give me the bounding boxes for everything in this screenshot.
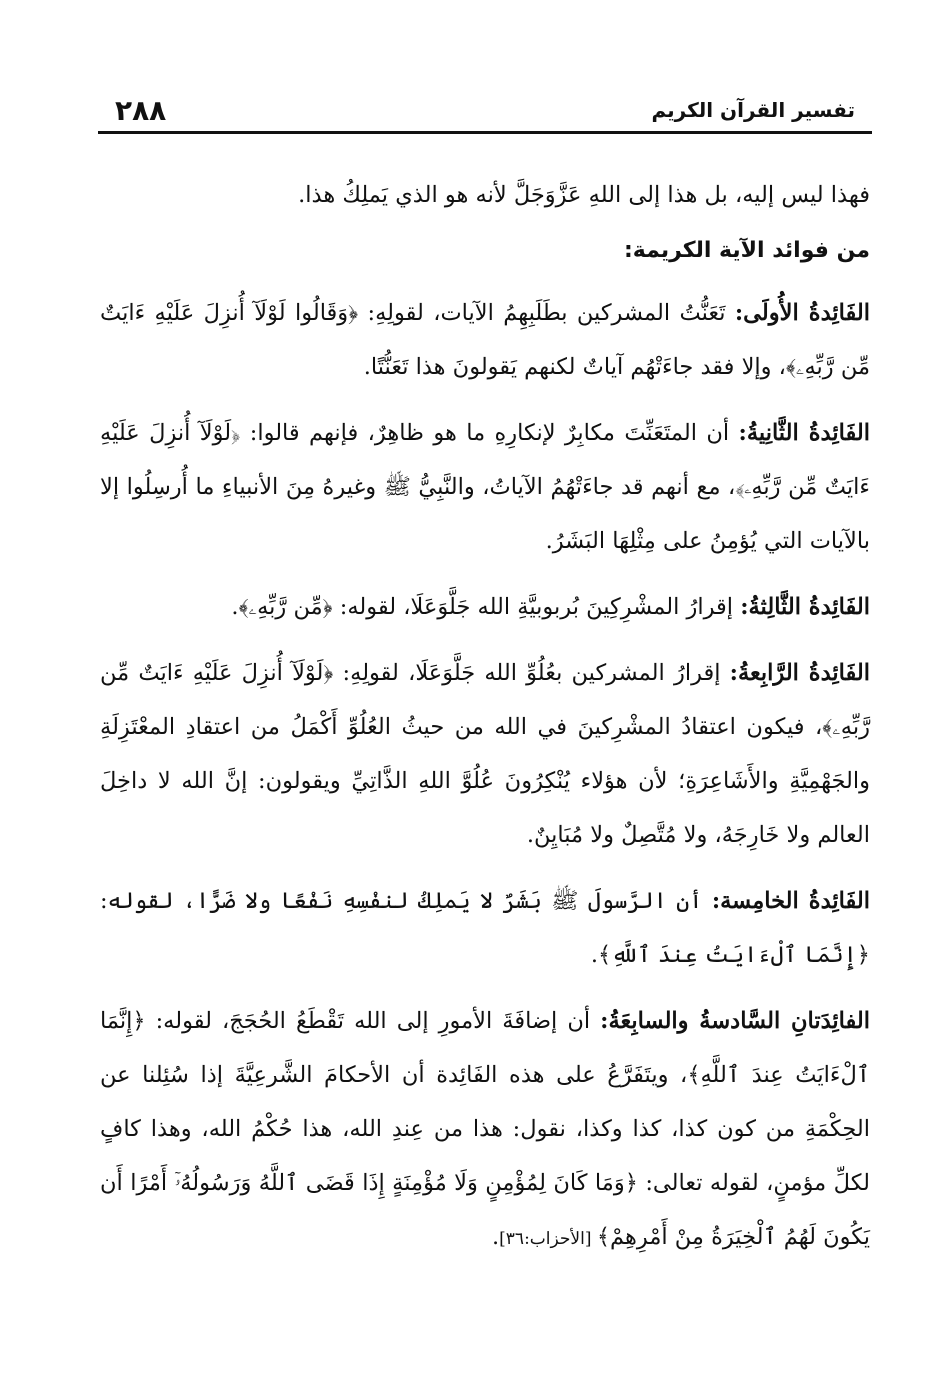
point-6-text-a: أن إضافَةَ الأمورِ إلى الله تَقْطَعُ الحُجَجَ، لقوله: [145, 1008, 601, 1034]
point-4-lead: الفَائِدةُ الرَّابِعةُ: [729, 660, 870, 686]
point-6-reference: [الأحزاب:٣٦] [499, 1229, 597, 1249]
point-6-text-b: ، ويتَفَرَّعُ على هذه الفَائِدة أن الأحكامَ الشَّرعِيَّةَ إذا سُئِلنا عن الحِكْمَةِ من كون كذا، كذا وكذا، نقول: هذا من عِندِ الله، هذا حُكْمُ الله، وهذا كافٍ لكلِّ مؤمنٍ، لقوله تعالى: [100, 1062, 870, 1196]
header-rule [98, 131, 872, 134]
point-4-text-a: إقرارُ المشركين بعُلُوِّ الله جَلَّوَعَلَا، لقولِهِ: [333, 660, 730, 686]
point-6-paragraph [100, 994, 870, 1266]
point-1-quran: ﴿وَقَالُوا لَوْلَآ أُنزِلَ عَلَيْهِ ءَايَتٌ مِّن رَّبِّهِۦ﴾ [100, 300, 870, 380]
point-6-quran: ﴿إِنَّمَا ٱلْءَايَتُ عِندَ ٱللَّهِ﴾ [100, 1008, 870, 1088]
point-6-quran-2: ﴿وَمَا كَانَ لِمُؤْمِنٍ وَلَا مُؤْمِنَةٍ إِذَا قَضَى ٱللَّهُ وَرَسُولُهُۥٓ أَمْرًا أَن يَكُونَ لَهُمُ ٱلْخِيَرَةُ مِنْ أَمْرِهِمْ﴾ [100, 1170, 870, 1250]
point-1-lead: الفَائِدةُ الأُولَى: [734, 300, 870, 326]
page-header [100, 92, 870, 132]
point-5-lead: الفَائِدةُ الخامِسة: [711, 888, 870, 914]
point-4-text-b: ، فيكون اعتقادُ المشْرِكينَ في الله من حيثُ العُلُوِّ أَكْمَلُ من اعتقادِ المعْتَزِلَةِ والجَهْمِيَّةِ والأَشَاعِرَةِ؛ لأن هؤلاء يُنْكِرُونَ عُلُوَّ اللهِ الذَّاتِيِّ ويقولون: إنَّ الله لا داخِلَ العالم ولا خَارِجَهُ، ولا مُتَّصِلٌ ولا مُبَايِنٌ. [100, 714, 870, 848]
point-6-text-c: . [492, 1224, 500, 1250]
point-2-paragraph [100, 406, 870, 568]
point-5-paragraph [100, 874, 870, 982]
point-5-text-b: . [590, 942, 599, 968]
point-3-text-b: . [231, 594, 239, 620]
point-1-text-b: ، وإلا فقد جاءَتْهُم آياتٌ لكنهم يَقولونَ هذا تَعَنُّتًا. [363, 354, 786, 380]
page-number: ٢٨٨ [115, 94, 167, 127]
point-3-text-a: إقرارُ المشْرِكِينَ بُربوبيَّةِ الله جَلَّوَعَلَا، لقوله: [332, 594, 741, 620]
point-2-quran: ﴿لَوْلَآ أُنزِلَ عَلَيْهِ ءَايَتٌ مِّن رَّبِّهِۦ﴾ [100, 420, 870, 500]
point-5-quran: ﴿إِنَّمَا ٱلْءَايَتُ عِندَ ٱللَّهِ﴾ [598, 942, 870, 968]
point-3-lead: الفَائِدةُ الثَّالِثةُ: [740, 594, 870, 620]
point-2-text-b: ، مع أنهم قد جاءَتْهُمُ الآياتُ، والنَّبِيُّ ﷺ وغيرهُ مِنَ الأنبياءِ ما أُرسِلُوا إلا بالآيات التي يُؤمِنُ على مِثْلِهَا البَشَرُ. [100, 474, 870, 554]
intro-paragraph: فهذا ليس إليه، بل هذا إلى اللهِ عَزَّوَجَلَّ لأنه هو الذي يَملِكُ هذا. [298, 182, 870, 208]
point-3-quran: ﴿مِّن رَّبِّهِۦ﴾ [238, 594, 333, 620]
point-4-quran: ﴿لَوْلَآ أُنزِلَ عَلَيْهِ ءَايَتٌ مِّن رَّبِّهِۦ﴾ [100, 660, 870, 740]
point-5-text-a: أن الرَّسولَ ﷺ بَشَرٌ لا يَملِكُ لنفْسِهِ نَفْعًا ولا ضَرًّا، لقوله: [100, 888, 712, 914]
point-6-lead: الفائِدَتانِ السَّادسةُ والسابِعَةُ: [600, 1008, 870, 1034]
running-title: تفسير القرآن الكريم [651, 98, 855, 122]
point-2-lead: الفَائِدةُ الثَّانِيةُ: [738, 420, 870, 446]
point-4-paragraph [100, 646, 870, 862]
point-3-paragraph [100, 580, 870, 634]
point-1-text-a: تَعَنُّتُ المشركين بطَلَبِهِمُ الآيات، لقولِهِ: [358, 300, 735, 326]
point-1-paragraph [100, 286, 870, 394]
point-2-text-a: أن المتَعَنِّتَ مكابِرٌ لإنكارِهِ ما هو ظاهِرٌ، فإنهم قالوا: [240, 420, 739, 446]
page-content [100, 168, 870, 1278]
section-heading: من فوائد الآية الكريمة: [623, 238, 870, 263]
